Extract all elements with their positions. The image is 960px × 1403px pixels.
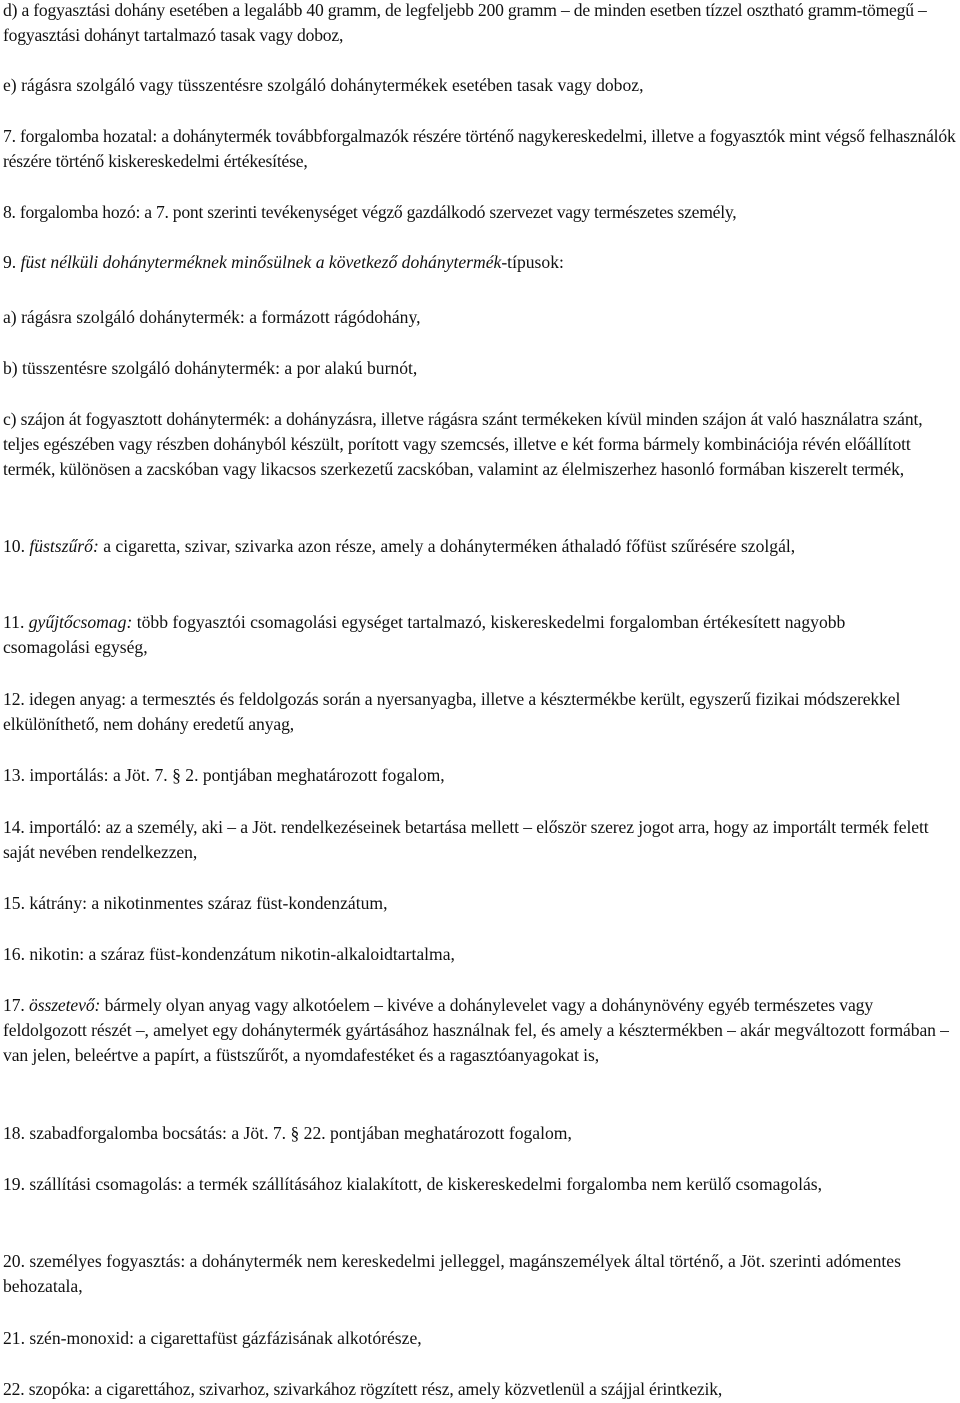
paragraph-16-nikotin: 16. nikotin: a száraz füst-kondenzátum nikotin-alkaloidtartalma, [3,944,455,964]
paragraph-13-importalas: 13. importálás: a Jöt. 7. § 2. pontjában meghatározott fogalom, [3,765,445,785]
paragraph-7-forgalomba-hozatal: 7. forgalomba hozatal: a dohánytermék továbbforgalmazók részére történő nagykereskedelmi, illetve a fogyasztók mint végső felhasználók részére történő kiskereskedelmi értékesítése, [3,126,956,171]
paragraph-12-idegen-anyag: 12. idegen anyag: a termesztés és feldolgozás során a nyersanyagba, illetve a késztermékbe került, egyszerű fizikai módszerekkel elkülöníthető, nem dohány eredetű anyag, [3,689,901,734]
paragraph-14-importalo: 14. importáló: az a személy, aki – a Jöt. rendelkezéseinek betartása mellett – először szerez jogot arra, hogy az importált termék felett saját nevében rendelkezzen, [3,817,929,862]
paragraph-17-osszetevo: 17. összetevő: bármely olyan anyag vagy alkotóelem – kivéve a dohánylevelet vagy a dohánynövény egyéb természetes vagy feldolgozott részét –, amelyet egy dohánytermék gyártásához használnak fel, és amely a késztermékben – akár megváltozott formában – van jelen, beleértve a papírt, a füstszűrőt, a nyomdafestéket és a ragasztóanyagokat is, [3,995,949,1065]
paragraph-20-szemelyes-fogyasztas: 20. személyes fogyasztás: a dohánytermék nem kereskedelmi jelleggel, magánszemélyek által történő, a Jöt. szerinti adómentes behozatala, [3,1251,901,1296]
paragraph-c-szajon-at: c) szájon át fogyasztott dohánytermék: a dohányzásra, illetve rágásra szánt termékeken kívül minden szájon át való használatra szánt, teljes egészében vagy részben dohányból készült, porított vagy szemcsés, illetve e két forma bármely kombinációja révén előállított termék, különösen a zacskóban vagy likacsos szerkezetű zacskóban, valamint az élelmiszerhez hasonló formában kiszerelt termék, [3,409,923,479]
paragraph-a-rago-dohanytermek: a) rágásra szolgáló dohánytermék: a formázott rágódohány, [3,307,421,327]
paragraph-22-szopoka: 22. szopóka: a cigarettához, szivarhoz, szivarkához rögzített rész, amely közvetlenül a szájjal érintkezik, [3,1379,723,1399]
paragraph-19-szallitasi-csomagolas: 19. szállítási csomagolás: a termék szállításához kialakított, de kiskereskedelmi forgalomba nem kerülő csomagolás, [3,1174,823,1194]
paragraph-8-forgalomba-hozo: 8. forgalomba hozó: a 7. pont szerinti tevékenységet végző gazdálkodó szervezet vagy természetes személy, [3,202,737,222]
paragraph-10-fustszuro: 10. füstszűrő: a cigaretta, szivar, szivarka azon része, amely a dohányterméken áthaladó főfüst szűrésére szolgál, [3,536,796,556]
paragraph-e-rago-tasak: e) rágásra szolgáló vagy tüsszentésre szolgáló dohánytermékek esetében tasak vagy doboz, [3,75,644,95]
paragraph-15-katrany: 15. kátrány: a nikotinmentes száraz füst-kondenzátum, [3,893,388,913]
paragraph-11-gyujtocsomag: 11. gyűjtőcsomag: több fogyasztói csomagolási egységet tartalmazó, kiskereskedelmi forgalomban értékesített nagyobb csomagolási egység, [3,612,846,657]
paragraph-18-szabadforgalomba-bocsatas: 18. szabadforgalomba bocsátás: a Jöt. 7. § 22. pontjában meghatározott fogalom, [3,1123,572,1143]
paragraph-9-fust-nelkuli: 9. füst nélküli dohányterméknek minősülnek a következő dohánytermék-típusok: [3,252,564,272]
paragraph-d-dohany-tasak: d) a fogyasztási dohány esetében a legalább 40 gramm, de legfeljebb 200 gramm – de minden esetben tízzel osztható gramm-tömegű – fogyasztási dohányt tartalmazó tasak vagy doboz, [3,0,927,45]
paragraph-21-szen-monoxid: 21. szén-monoxid: a cigarettafüst gázfázisának alkotórésze, [3,1328,422,1348]
paragraph-b-tusszento-dohanytermek: b) tüsszentésre szolgáló dohánytermék: a por alakú burnót, [3,358,418,378]
